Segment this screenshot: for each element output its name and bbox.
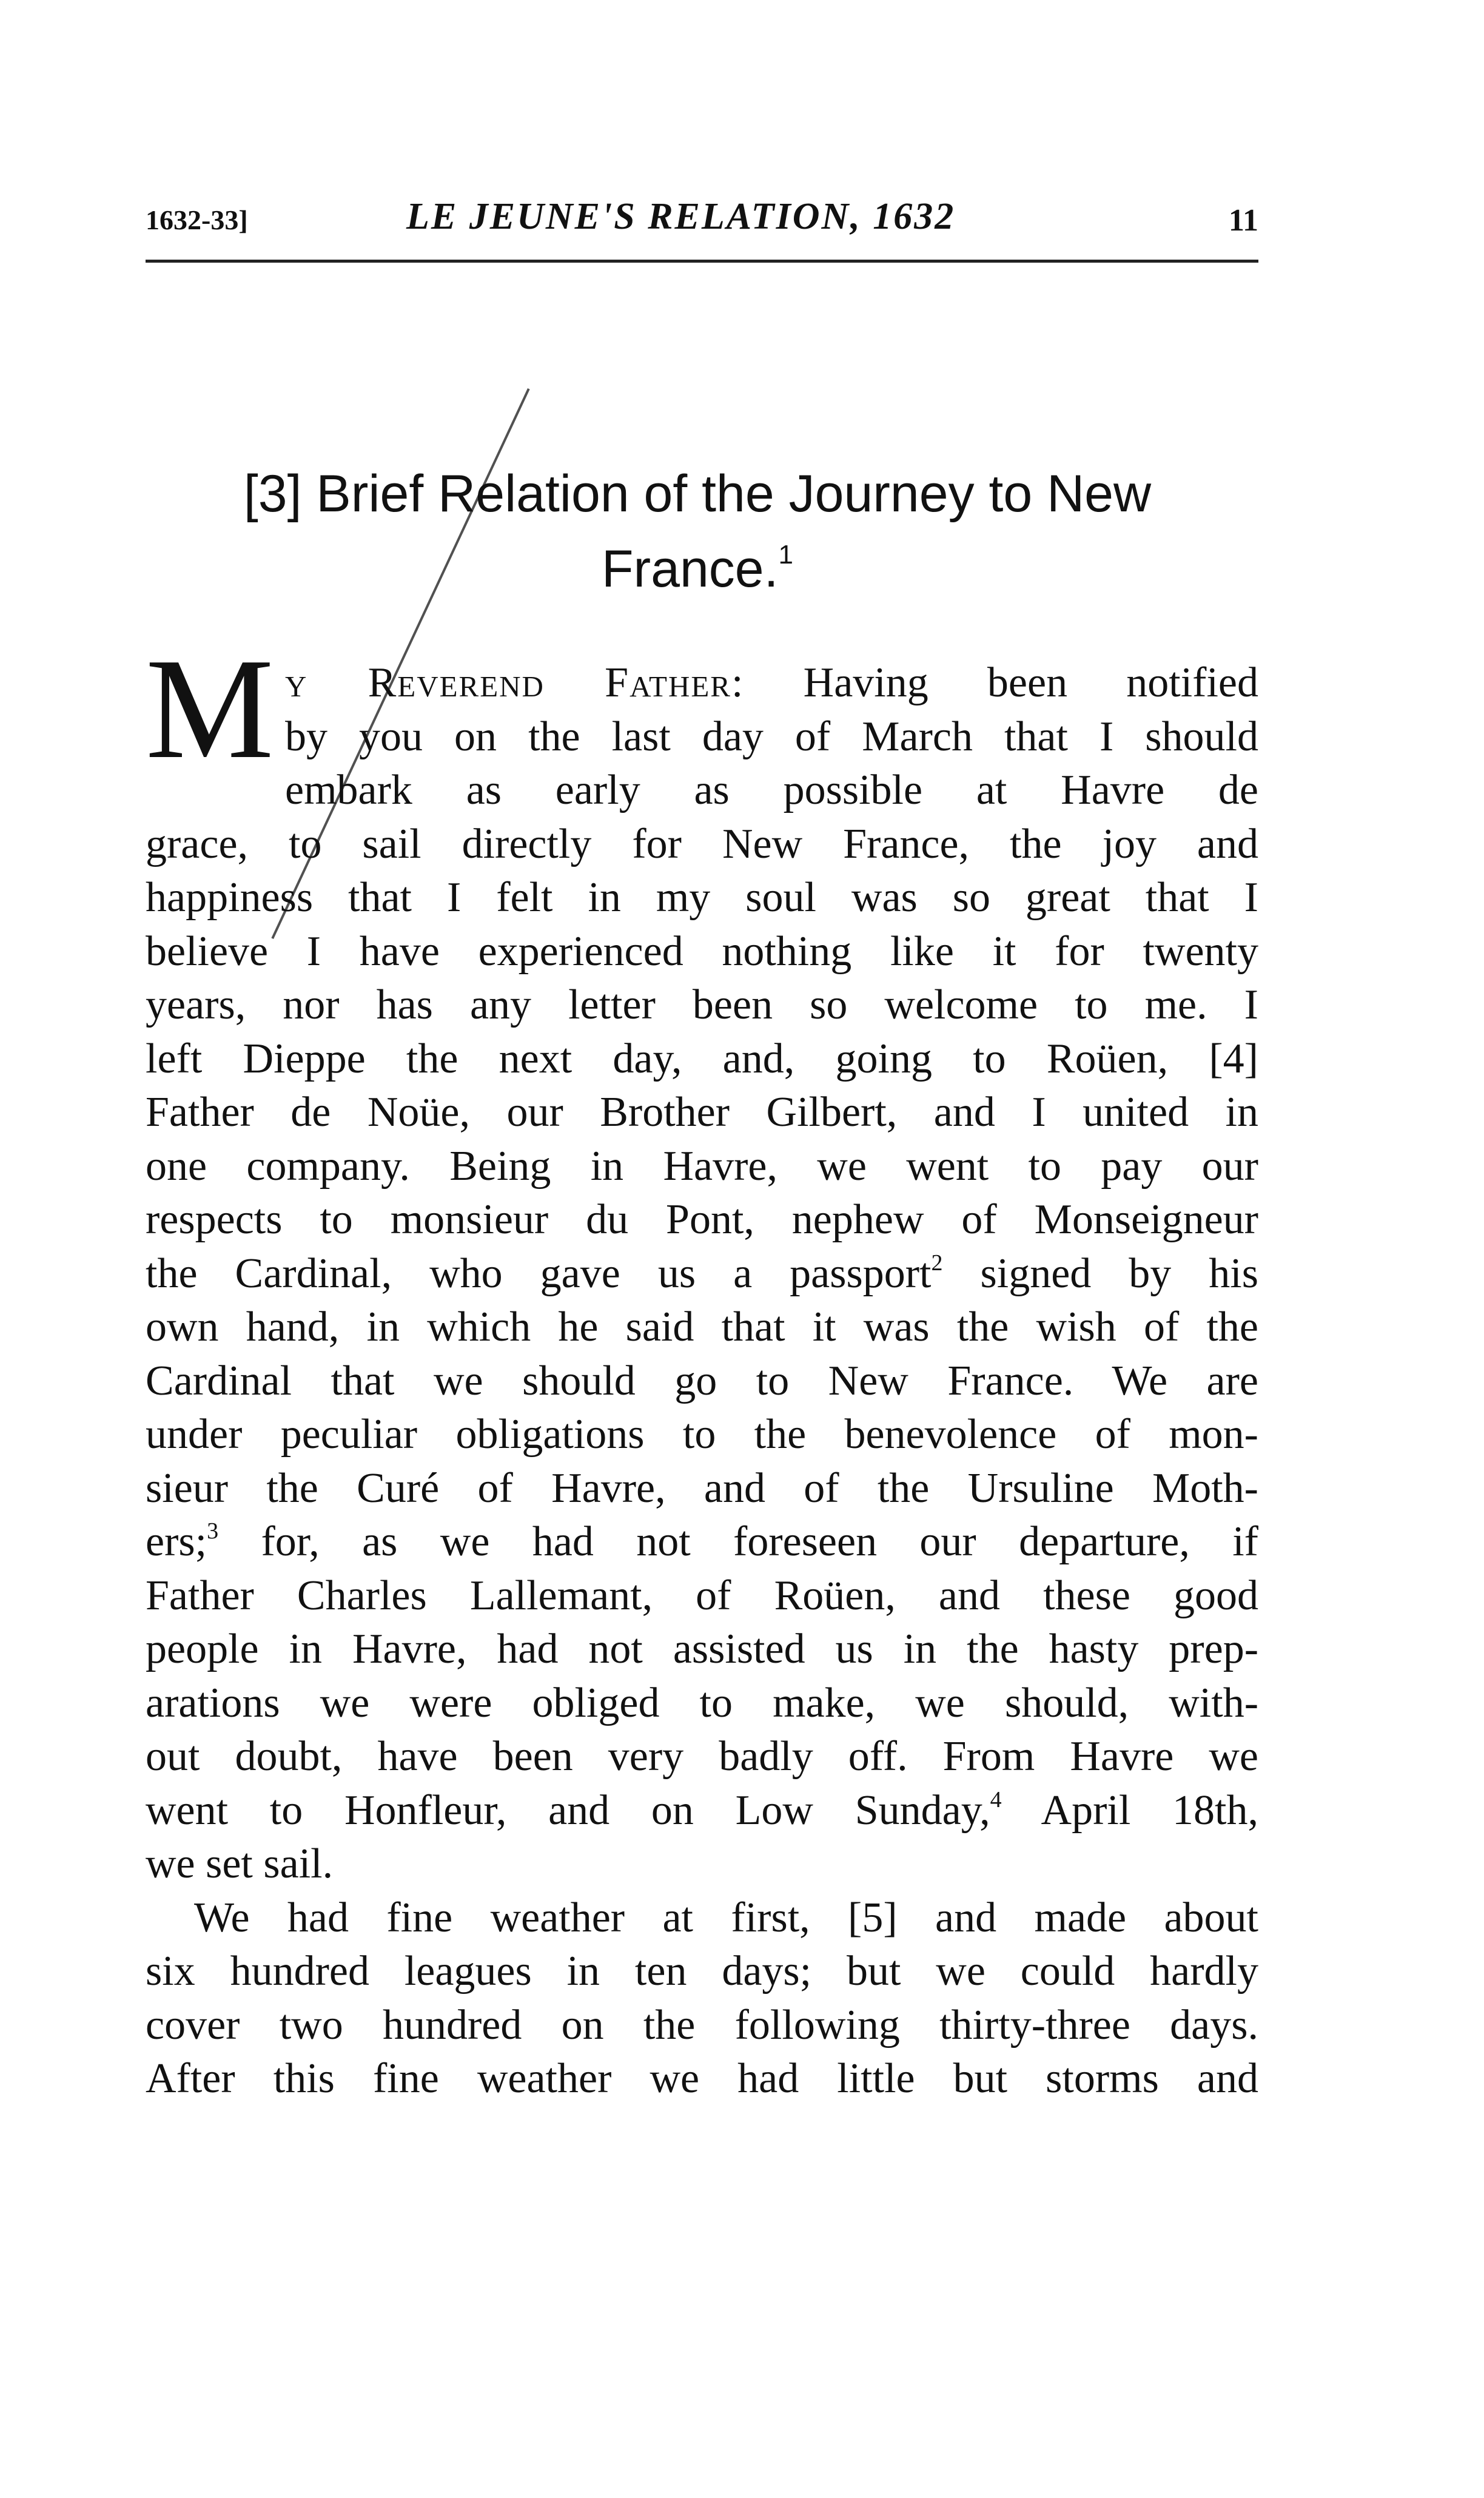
text-line: went to Honfleur, and on Low Sunday,$^4$ April 18th, <box>146 1786 1258 1834</box>
text-line: out doubt, have been very badly off. From Havre we <box>146 1733 1258 1780</box>
text-line: we set sail. <box>146 1840 334 1887</box>
running-header <box>146 193 1258 247</box>
text-line: respects to monsieur du Pont, nephew of Monseigneur <box>146 1196 1258 1243</box>
chapter-heading <box>182 456 1213 607</box>
text-line: own hand, in which he said that it was the wish of the <box>146 1304 1258 1350</box>
text-line: believe I have experienced nothing like it for twenty <box>146 927 1258 975</box>
text-line: cover two hundred on the following thirty-three days. <box>146 2001 1258 2049</box>
footnote-ref-1: 1 <box>778 540 794 570</box>
text-line: We had fine weather at first, [5] and made about <box>194 1894 1258 1941</box>
text-line: After this fine weather we had little but storms and <box>146 2055 1258 2102</box>
text-line: embark as early as possible at Havre de <box>285 767 1258 813</box>
page-number: 11 <box>1228 203 1258 238</box>
chapter-marker: [3] <box>243 465 302 523</box>
chapter-title-text-2: France. <box>601 540 779 598</box>
text-line: Father Charles Lallemant, of Roüen, and these good <box>146 1572 1258 1619</box>
text-line: six hundred leagues in ten days; but we could hardly <box>146 1948 1258 1995</box>
text-line: Father de Noüe, our Brother Gilbert, and I united in <box>146 1089 1258 1136</box>
footnote-ref-2: 2 <box>931 1250 943 1276</box>
text-line: grace, to sail directly for New France, the joy and <box>146 820 1258 867</box>
chapter-heading-line-2 <box>182 531 1213 607</box>
text-line: Cardinal that we should go to New France. We are <box>146 1357 1258 1404</box>
text-line: one company. Being in Havre, we went to pay our <box>146 1142 1258 1190</box>
text-line: by you on the last day of March that I should <box>285 713 1258 760</box>
chapter-title-text: Brief Relation of the Journey to New <box>316 465 1152 523</box>
text-line: under peculiar obligations to the benevolence of mon- <box>146 1411 1258 1458</box>
text-line: happiness that I felt in my soul was so great that I <box>146 874 1258 921</box>
text-line: ers;$^3$ for, as we had not foreseen our departure, if <box>146 1518 1258 1565</box>
text-line: people in Havre, had not assisted us in the hasty prep- <box>146 1626 1258 1672</box>
text-line: y Reverend Father: Having been notified <box>285 659 1259 706</box>
text-line: left Dieppe the next day, and, going to Roüen, [4] <box>146 1035 1258 1082</box>
text-line: the Cardinal, who gave us a passport$^2$ signed by his <box>146 1250 1258 1297</box>
footnote-ref-3: 3 <box>207 1518 219 1544</box>
salutation: y Reverend Father: <box>285 659 745 706</box>
text-line: sieur the Curé of Havre, and of the Ursuline Moth- <box>146 1464 1258 1512</box>
text-line: years, nor has any letter been so welcome to me. I <box>146 981 1258 1028</box>
header-date-range: 1632-33] <box>146 204 248 235</box>
footnote-ref-4: 4 <box>990 1786 1002 1813</box>
header-title: LE JEUNE'S RELATION, 1632 <box>406 196 956 237</box>
header-rule <box>146 260 1258 263</box>
text-line: arations we were obliged to make, we should, with- <box>146 1679 1258 1726</box>
body-text <box>146 656 1258 2106</box>
chapter-heading-line-1 <box>182 456 1213 531</box>
drop-cap: M <box>146 629 274 789</box>
